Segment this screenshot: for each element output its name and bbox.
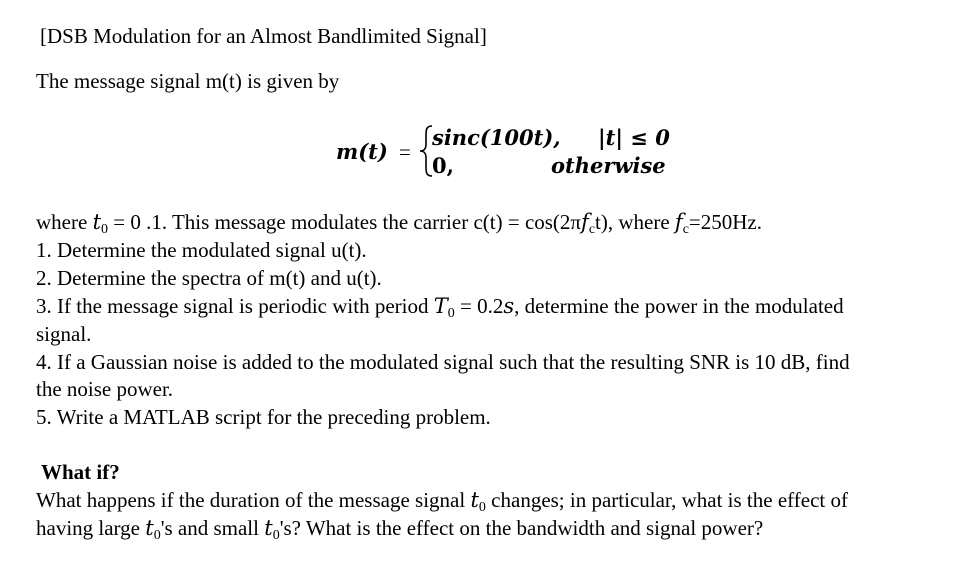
question-2: 2. Determine the spectra of m(t) and u(t). (36, 266, 382, 290)
problem-title: [DSB Modulation for an Almost Bandlimited Signal] (40, 24, 487, 48)
equation-function: m(t) (336, 139, 388, 164)
equation-case-2-expr: 0, (432, 153, 454, 178)
question-3-continued: signal. (36, 322, 92, 346)
intro-text: The message signal m(t) is given by (36, 69, 340, 93)
where-line: where $t_0 = 0$ .1. This message modulates the carrier $c(t) = \cos(2\pi f_ct)$, where $f_c=250Hz$. (36, 210, 763, 237)
what-if-line-1: What happens if the duration of the message signal $t_0$ changes; in particular, what is the effect of (36, 488, 848, 515)
equation-case-1-cond: |t| ≤ 0 (598, 125, 670, 150)
question-1: 1. Determine the modulated signal u(t). (36, 238, 367, 262)
question-4-continued: the noise power. (36, 377, 174, 401)
question-3: 3. If the message signal is periodic with period $T_0 = 0.2s$, determine the power in the modulated (36, 294, 844, 321)
equation-case-2-cond: otherwise (551, 153, 666, 178)
question-4: 4. If a Gaussian noise is added to the modulated signal such that the resulting SNR is 10 dB, find (36, 350, 850, 374)
equation-case-1-expr: sinc(100t), (432, 125, 561, 150)
what-if-heading: What if? (41, 460, 120, 484)
what-if-line-2: having large $t_0's$ and small $t_0's$? What is the effect on the bandwidth and signal power? (36, 516, 764, 543)
question-5: 5. Write a MATLAB script for the preceding problem. (36, 405, 491, 429)
equation-equals: = (399, 140, 411, 164)
equation-lhs (336, 140, 411, 164)
